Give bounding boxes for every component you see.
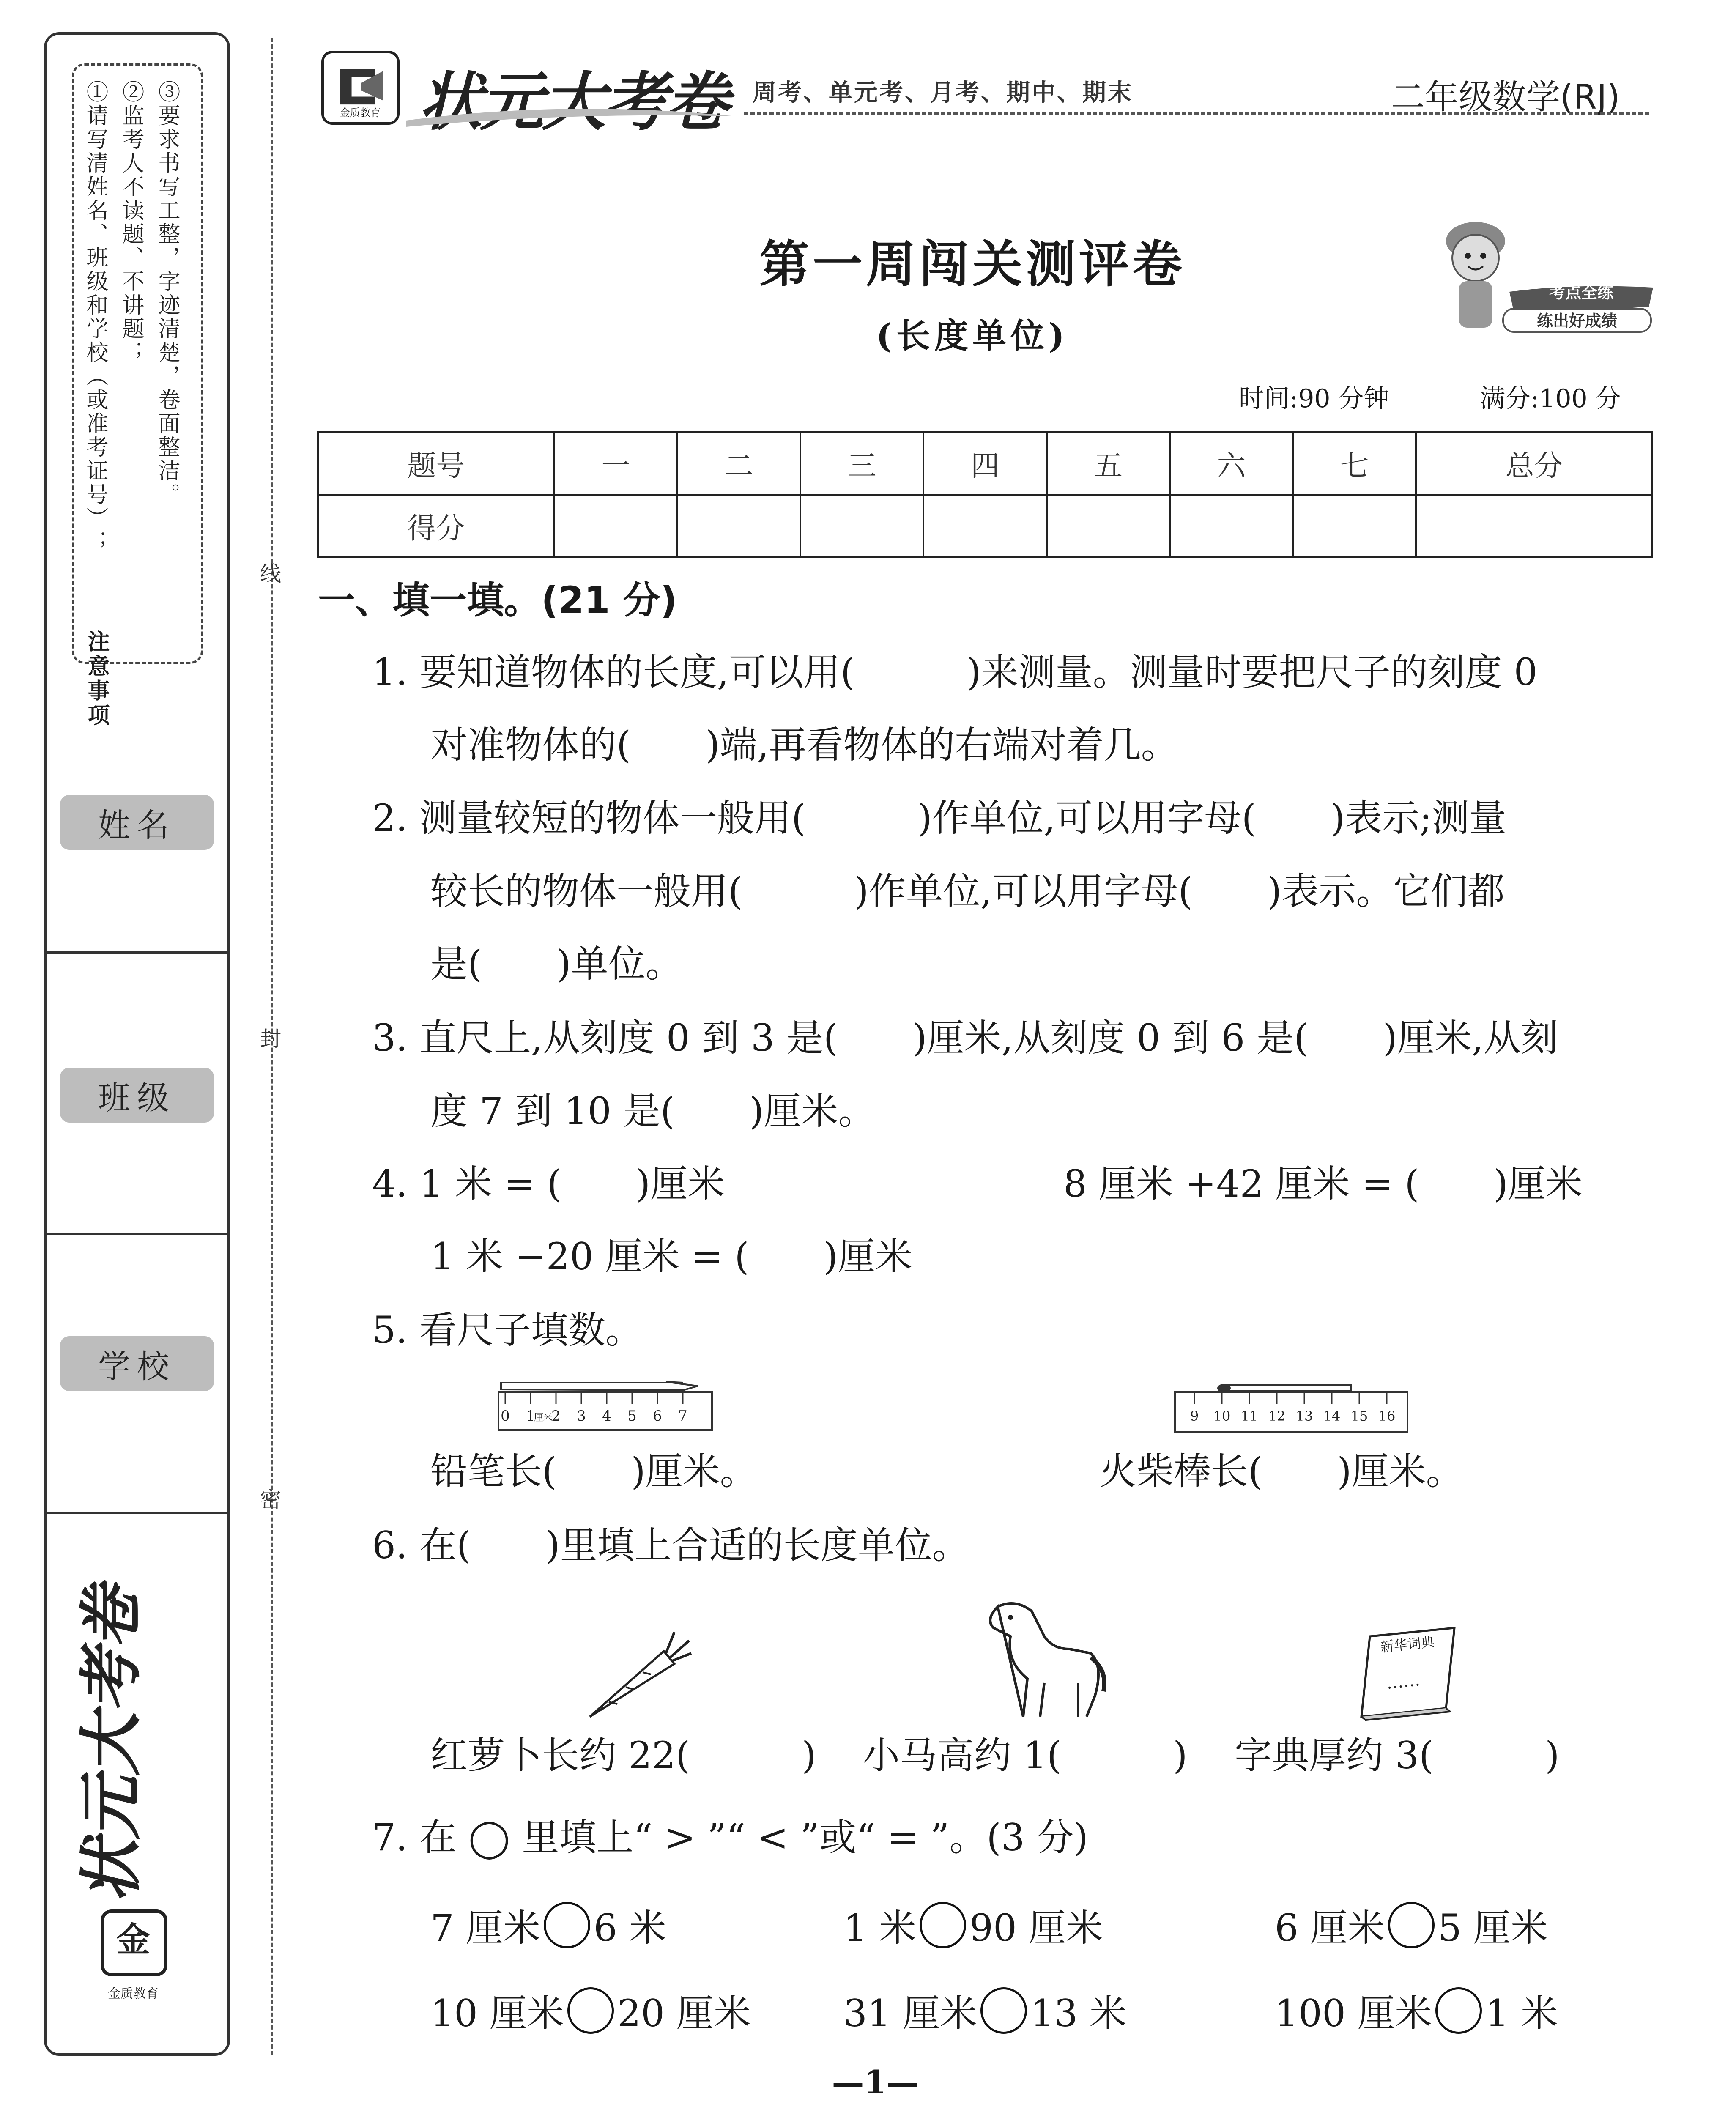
answer-circle[interactable] [980, 1987, 1027, 2034]
comparison-item [430, 1902, 666, 1949]
question-2-line-2: 较长的物体一般用( )作单位,可以用字母( )表示。它们都 [430, 869, 1505, 913]
svg-text:10: 10 [1213, 1408, 1231, 1424]
score-entry-cell[interactable] [554, 495, 677, 557]
question-6-horse: 小马高约 1( ) [863, 1734, 1188, 1777]
comparison-right: 90 厘米 [969, 1906, 1103, 1950]
comparison-item [843, 1902, 1103, 1949]
answer-circle[interactable] [1388, 1902, 1435, 1948]
score-table [317, 431, 1653, 558]
header-rule [744, 112, 1649, 115]
strip-divider [44, 1512, 230, 1514]
pencil-ruler-image [497, 1379, 717, 1434]
carrot-icon [583, 1628, 693, 1721]
svg-text:1: 1 [526, 1408, 535, 1425]
svg-text:……: …… [1385, 1670, 1421, 1693]
comparison-left: 31 厘米 [843, 1992, 977, 2035]
answer-circle[interactable] [567, 1987, 614, 2034]
name-field-label: 姓名 [60, 795, 214, 850]
svg-text:0: 0 [501, 1408, 510, 1425]
strip-divider [44, 951, 230, 954]
svg-text:4: 4 [602, 1408, 611, 1425]
score-entry-cell[interactable] [677, 495, 800, 557]
note-line-2: ②监考人不读题、不讲题； [118, 80, 144, 364]
dictionary-icon [1357, 1624, 1467, 1721]
question-5: 5. 看尺子填数。 [372, 1308, 643, 1352]
svg-text:14: 14 [1323, 1408, 1341, 1424]
question-2-line-3: 是( )单位。 [430, 942, 683, 986]
cut-mark-secret: 密 [257, 1488, 281, 1510]
table-cell: 二 [677, 432, 800, 495]
answer-circle[interactable] [1435, 1987, 1482, 2034]
question-5-pencil: 铅笔长( )厘米。 [430, 1449, 757, 1493]
cut-mark-seal: 封 [257, 1027, 281, 1049]
notes-title: 注意事项 [84, 630, 109, 728]
school-field-label: 学校 [60, 1336, 214, 1391]
question-6-dictionary: 字典厚约 3( ) [1235, 1734, 1560, 1777]
svg-text:金质教育: 金质教育 [340, 107, 381, 119]
svg-text:2: 2 [551, 1408, 561, 1425]
svg-text:12: 12 [1268, 1408, 1286, 1424]
svg-text:3: 3 [577, 1408, 586, 1425]
svg-text:厘米: 厘米 [534, 1413, 553, 1423]
sidebar-brand-text: 状元大考卷 [75, 1586, 148, 1903]
svg-text:6: 6 [653, 1408, 662, 1425]
class-field-label: 班级 [60, 1068, 214, 1123]
note-line-1: ①请写清姓名、班级和学校（或准考证号）； [82, 80, 108, 554]
table-cell: 七 [1293, 432, 1416, 495]
comparison-item [1275, 1987, 1558, 2035]
svg-text:考点全练: 考点全练 [1549, 283, 1614, 302]
page-title: 第一周闯关测评卷 [759, 235, 1186, 293]
comparison-left: 6 厘米 [1275, 1906, 1385, 1950]
question-5-matchstick: 火柴棒长( )厘米。 [1099, 1449, 1463, 1493]
comparison-item [843, 1987, 1127, 2035]
comparison-left: 7 厘米 [430, 1906, 540, 1950]
comparison-right: 1 米 [1485, 1992, 1558, 2035]
comparison-item [430, 1987, 751, 2035]
note-line-3: ③要求书写工整，字迹清楚，卷面整洁。 [154, 80, 180, 507]
svg-text:5: 5 [627, 1408, 637, 1425]
page-number: —1— [832, 2063, 919, 2101]
table-cell: 六 [1170, 432, 1293, 495]
question-6: 6. 在( )里填上合适的长度单位。 [372, 1523, 969, 1567]
question-1-line-2: 对准物体的( )端,再看物体的右端对着几。 [430, 723, 1178, 767]
score-entry-cell[interactable] [1047, 495, 1170, 557]
comparison-left: 1 米 [843, 1906, 916, 1950]
comparison-right: 13 米 [1030, 1992, 1127, 2035]
score-info: 满分:100 分 [1480, 384, 1621, 414]
answer-circle[interactable] [544, 1902, 590, 1948]
brand-swoosh [406, 104, 736, 129]
comparison-left: 10 厘米 [430, 1992, 564, 2035]
table-cell: 五 [1047, 432, 1170, 495]
horse-icon [981, 1598, 1108, 1721]
table-cell: 总分 [1416, 432, 1652, 495]
time-info: 时间:90 分钟 [1239, 384, 1389, 414]
question-4-part-3: 1 米 −20 厘米 = ( )厘米 [430, 1235, 912, 1278]
question-1-line-1: 1. 要知道物体的长度,可以用( )来测量。测量时要把尺子的刻度 0 [372, 650, 1538, 694]
svg-text:金质教育: 金质教育 [108, 1986, 159, 2001]
score-entry-cell[interactable] [923, 495, 1046, 557]
table-cell: 得分 [318, 495, 554, 557]
svg-text:16: 16 [1378, 1408, 1396, 1424]
svg-text:9: 9 [1190, 1408, 1199, 1424]
cut-mark-line: 线 [257, 562, 281, 584]
table-cell: 四 [923, 432, 1046, 495]
question-4-part-2: 8 厘米 +42 厘米 = ( )厘米 [1063, 1162, 1583, 1205]
table-cell: 一 [554, 432, 677, 495]
answer-circle[interactable] [920, 1902, 966, 1948]
question-2-line-1: 2. 测量较短的物体一般用( )作单位,可以用字母( )表示;测量 [372, 796, 1506, 840]
question-7: 7. 在 ◯ 里填上“ > ”“ < ”或“ = ”。(3 分) [372, 1816, 1088, 1859]
strip-divider [44, 1233, 230, 1235]
comparison-right: 5 厘米 [1438, 1906, 1548, 1950]
matchstick-ruler-image [1173, 1383, 1410, 1434]
table-cell: 题号 [318, 432, 554, 495]
table-header-row [318, 432, 1652, 495]
score-entry-cell[interactable] [1293, 495, 1416, 557]
comparison-left: 100 厘米 [1275, 1992, 1432, 2035]
sidebar-brand-logo [75, 1573, 178, 2004]
publisher-logo [321, 51, 400, 125]
question-4-part-1: 4. 1 米 = ( )厘米 [372, 1162, 725, 1205]
exam-types: 周考、单元考、月考、期中、期末 [753, 79, 1133, 107]
section-heading: 一、填一填。(21 分) [318, 578, 677, 622]
question-3-line-1: 3. 直尺上,从刻度 0 到 3 是( )厘米,从刻度 0 到 6 是( )厘米,从刻 [372, 1016, 1558, 1060]
comparison-item [1275, 1902, 1548, 1949]
comparison-right: 6 米 [593, 1906, 666, 1950]
svg-text:11: 11 [1240, 1408, 1258, 1424]
grade-subject: 二年级数学(RJ) [1391, 77, 1620, 117]
svg-text:练出好成绩: 练出好成绩 [1536, 311, 1618, 330]
question-6-carrot: 红萝卜长约 22( ) [430, 1734, 816, 1777]
question-3-line-2: 度 7 到 10 是( )厘米。 [430, 1089, 876, 1133]
svg-text:7: 7 [678, 1408, 687, 1425]
svg-text:金: 金 [116, 1920, 150, 1959]
table-cell: 三 [800, 432, 923, 495]
score-entry-cell[interactable] [1170, 495, 1293, 557]
comparison-right: 20 厘米 [617, 1992, 751, 2035]
page-subtitle: (长度单位) [876, 316, 1069, 356]
svg-text:新华词典: 新华词典 [1380, 1633, 1435, 1655]
mascot-image [1429, 207, 1657, 334]
svg-text:13: 13 [1295, 1408, 1313, 1424]
score-entry-cell[interactable] [800, 495, 923, 557]
score-entry-cell[interactable] [1416, 495, 1652, 557]
svg-text:15: 15 [1350, 1408, 1368, 1424]
table-score-row [318, 495, 1652, 557]
brand-title: 状元大考卷 [419, 66, 728, 139]
